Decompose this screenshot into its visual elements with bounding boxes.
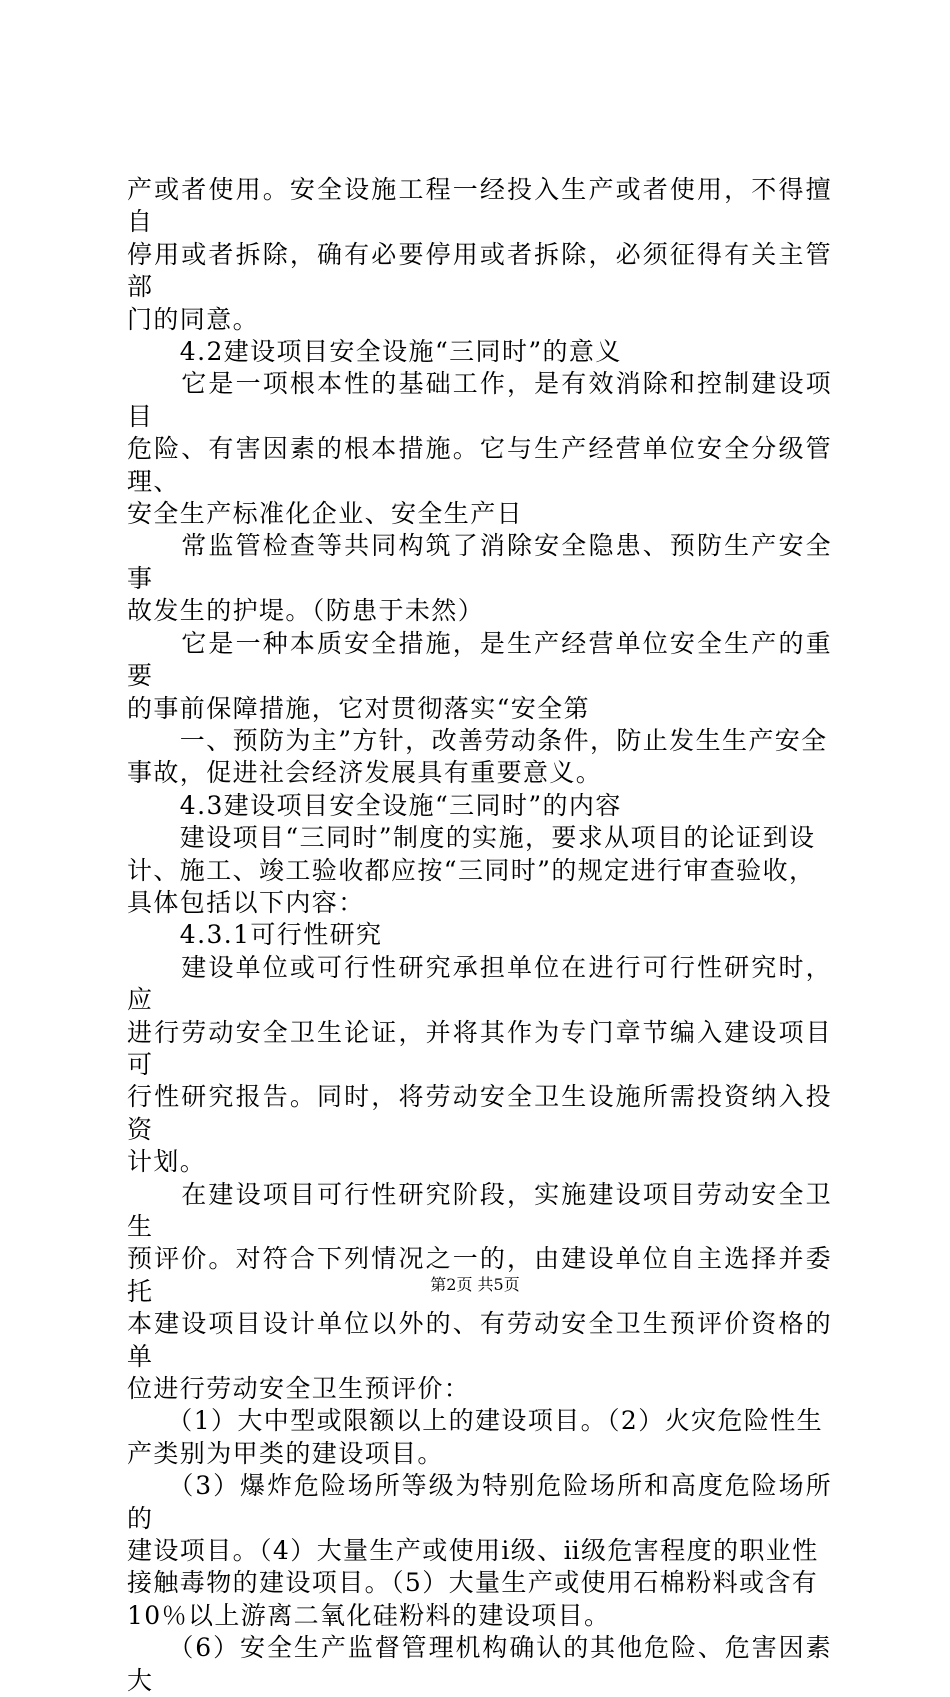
text-line: 门的同意。 xyxy=(127,304,260,334)
text-line: 建设项目“三同时”制度的实施，要求从项目的论证到设 xyxy=(127,823,816,853)
text-line: 一、预防为主”方针，改善劳动条件，防止发生生产安全 xyxy=(127,725,828,755)
text-line: 计划。 xyxy=(127,1147,207,1177)
text-line: 故发生的护堤。（防患于未然） xyxy=(127,596,485,626)
text-line: 建设项目。（4）大量生产或使用ⅰ级、ⅱ级危害程度的职业性 xyxy=(127,1536,819,1566)
text-line: 常监管检查等共同构筑了消除安全隐患、预防生产安全事 xyxy=(127,531,832,593)
text-line: 进行劳动安全卫生论证，并将其作为专门章节编入建设项目可 xyxy=(127,1017,832,1079)
text-line: （3）爆炸危险场所等级为特别危险场所和高度危险场所的 xyxy=(127,1471,832,1533)
text-line: 计、施工、竣工验收都应按“三同时”的规定进行审查验收， xyxy=(127,855,816,885)
text-line: 它是一种本质安全措施，是生产经营单位安全生产的重要 xyxy=(127,628,832,691)
document-body xyxy=(127,174,832,1697)
text-line: 具体包括以下内容： xyxy=(127,887,365,917)
text-line: 停用或者拆除，确有必要停用或者拆除，必须征得有关主管部 xyxy=(127,239,832,302)
text-line: 在建设项目可行性研究阶段，实施建设项目劳动安全卫生 xyxy=(127,1179,832,1241)
text-line: 建设单位或可行性研究承担单位在进行可行性研究时，应 xyxy=(127,952,832,1015)
text-line: 危险、有害因素的根本措施。它与生产经营单位安全分级管理、 xyxy=(127,434,832,496)
text-line: （6）安全生产监督管理机构确认的其他危险、危害因素大 xyxy=(127,1633,832,1695)
text-line: 产或者使用。安全设施工程一经投入生产或者使用，不得擅自 xyxy=(127,175,832,237)
text-line: 本建设项目设计单位以外的、有劳动安全卫生预评价资格的单 xyxy=(127,1309,832,1371)
text-line: 的事前保障措施，它对贯彻落实“安全第 xyxy=(127,693,590,723)
text-line: 事故，促进社会经济发展具有重要意义。 xyxy=(127,758,603,788)
text-line: 产类别为甲类的建设项目。 xyxy=(127,1438,444,1468)
text-line: 位进行劳动安全卫生预评价： xyxy=(127,1374,471,1404)
text-line: 安全生产标准化企业、安全生产日 xyxy=(127,499,524,529)
text-line: 行性研究报告。同时，将劳动安全卫生设施所需投资纳入投资 xyxy=(127,1082,832,1144)
text-line: 它是一项根本性的基础工作，是有效消除和控制建设项目 xyxy=(127,369,832,431)
text-line: 4.3建设项目安全设施“三同时”的内容 xyxy=(127,790,622,820)
text-line: 10％以上游离二氧化硅粉料的建设项目。 xyxy=(127,1600,611,1630)
text-line: 接触毒物的建设项目。（5）大量生产或使用石棉粉料或含有 xyxy=(127,1568,819,1598)
text-line: 4.3.1可行性研究 xyxy=(127,920,383,950)
text-line: （1）大中型或限额以上的建设项目。（2）火灾危险性生 xyxy=(127,1406,824,1436)
page-footer: 第2页 共5页 xyxy=(430,1275,520,1294)
text-line: 预评价。对符合下列情况之一的，由建设单位自主选择并委托 xyxy=(127,1244,832,1306)
text-line: 4.2建设项目安全设施“三同时”的意义 xyxy=(127,337,622,367)
